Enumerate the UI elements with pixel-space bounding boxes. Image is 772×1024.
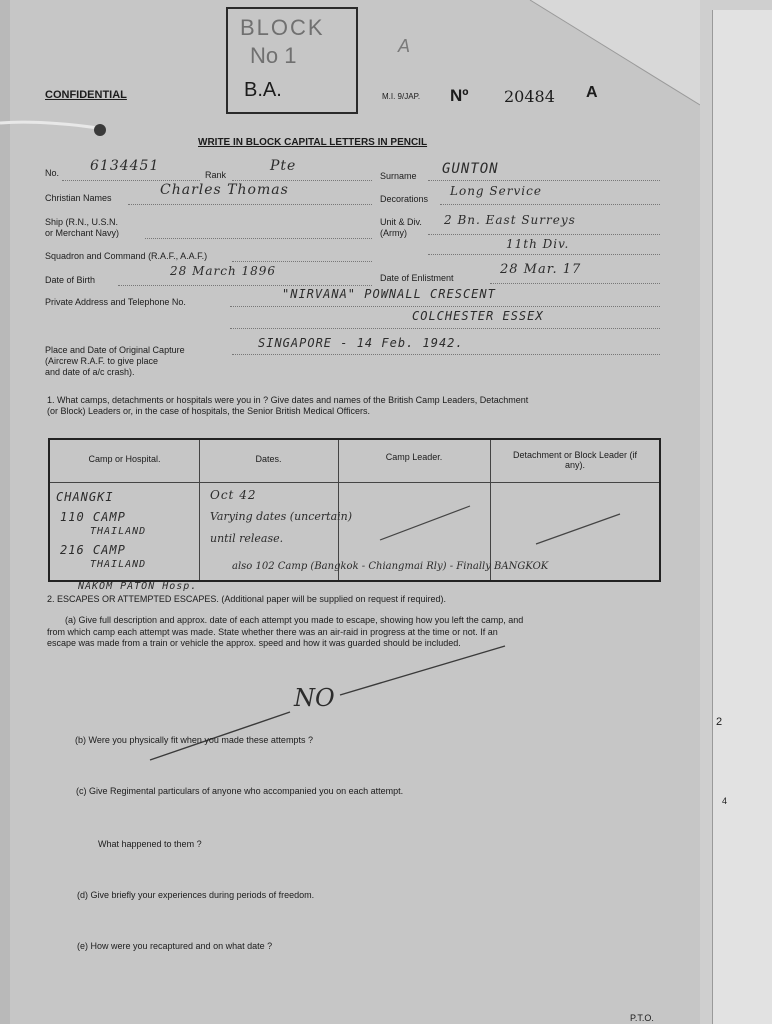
value-unit-2: 11th Div. <box>506 237 570 251</box>
rule-no <box>62 180 200 181</box>
camp-entry-3: THAILAND <box>90 526 147 537</box>
q1-line1: 1. What camps, detachments or hospitals were you in ? Give dates and names of the British Camp Leaders, Detachment <box>47 395 529 405</box>
q2c: (c) Give Regimental particulars of anyone who accompanied you on each attempt. <box>76 786 404 796</box>
q2d: (d) Give briefly your experiences during periods of freedom. <box>77 890 315 900</box>
stamp-line2: No 1 <box>250 43 297 68</box>
label-decorations: Decorations <box>380 194 429 204</box>
rule-dob <box>118 285 372 286</box>
camp-entry-2: 110 CAMP <box>60 510 126 524</box>
form-number: 20484 <box>504 87 555 106</box>
th-camp-leader: Camp Leader. <box>385 452 443 462</box>
value-christian-names: Charles Thomas <box>160 182 289 198</box>
q2a-answer: NO <box>294 684 335 712</box>
label-unit-2: (Army) <box>380 228 407 238</box>
label-enlistment: Date of Enlistment <box>380 273 454 283</box>
form-suffix: A <box>586 84 598 101</box>
value-dob: 28 March 1896 <box>170 264 277 278</box>
rule-ship <box>145 238 372 239</box>
label-christian-names: Christian Names <box>45 193 112 203</box>
margin-mark-1: 2 <box>716 716 723 728</box>
classification: CONFIDENTIAL <box>45 89 127 101</box>
rule-unit-2 <box>428 254 660 255</box>
pto: P.T.O. <box>630 1013 654 1023</box>
answer-strike-line <box>140 640 540 770</box>
value-surname: GUNTON <box>442 161 499 177</box>
rule-address-1 <box>230 306 660 307</box>
rule-capture <box>232 354 660 355</box>
value-capture: SINGAPORE - 14 Feb. 1942. <box>258 336 464 350</box>
q2e: (e) How were you recaptured and on what date ? <box>77 941 273 951</box>
label-ship-1: Ship (R.N., U.S.N. <box>45 217 119 227</box>
date-entry-2: Varying dates (uncertain) <box>210 510 353 523</box>
rule-decorations <box>440 204 660 205</box>
th-detachment-leader: Detachment or Block Leader (if any). <box>512 450 638 470</box>
q2a-line2: from which camp each attempt was made. State whether there was an air-raid in progress at the time or not. If an <box>47 627 498 637</box>
label-address: Private Address and Telephone No. <box>45 297 186 307</box>
value-address-1: "NIRVANA" POWNALL CRESCENT <box>282 287 496 301</box>
number-label: Nº <box>450 86 469 105</box>
q2a-line3: escape was made from a train or vehicle the approx. speed and how it was guarded should be included. <box>47 638 461 648</box>
label-capture-3: and date of a/c crash). <box>45 367 135 377</box>
rule-squadron <box>232 261 372 262</box>
table-overflow-left: NAKOM PATON Hosp. <box>78 581 198 592</box>
q2c-sub: What happened to them ? <box>98 839 202 849</box>
label-no: No. <box>45 168 60 178</box>
camp-entry-5: THAILAND <box>90 559 147 570</box>
value-unit-1: 2 Bn. East Surreys <box>444 213 576 227</box>
stamp-ba: B.A. <box>244 79 282 101</box>
rule-unit-1 <box>428 234 660 235</box>
date-entry-1: Oct 42 <box>210 488 257 502</box>
rule-enlistment <box>490 283 660 284</box>
tag-string <box>0 118 120 138</box>
camp-entry-1: CHANGKI <box>56 490 114 504</box>
rule-rank <box>232 180 372 181</box>
value-rank: Pte <box>270 158 297 174</box>
margin-mark-2: 4 <box>722 796 728 806</box>
value-address-2: COLCHESTER ESSEX <box>412 309 544 323</box>
camp-entry-4: 216 CAMP <box>60 543 126 557</box>
rule-address-2 <box>230 328 660 329</box>
label-ship-2: or Merchant Navy) <box>45 228 120 238</box>
stamp-line1: BLOCK <box>240 15 325 40</box>
rule-surname <box>428 180 660 181</box>
instructions: WRITE IN BLOCK CAPITAL LETTERS IN PENCIL <box>198 137 428 148</box>
label-capture-2: (Aircrew R.A.F. to give place <box>45 356 159 366</box>
background-sheet-inner <box>712 10 772 1024</box>
label-unit-1: Unit & Div. <box>380 217 422 227</box>
label-capture-1: Place and Date of Original Capture <box>45 345 185 355</box>
label-dob: Date of Birth <box>45 275 96 285</box>
form-ref: M.I. 9/JAP. <box>382 92 421 101</box>
value-decorations: Long Service <box>450 184 542 198</box>
th-camp: Camp or Hospital. <box>88 454 161 464</box>
faint-stamp-mark: A <box>398 36 411 56</box>
q2-title: 2. ESCAPES OR ATTEMPTED ESCAPES. (Additional paper will be supplied on request if required). <box>47 594 447 604</box>
q2b: (b) Were you physically fit when you made these attempts ? <box>75 735 313 745</box>
q1-line2: (or Block) Leaders or, in the case of hospitals, the Senior British Medical Officers. <box>47 406 370 416</box>
q2a-line1: (a) Give full description and approx. date of each attempt you made to escape, showing how you left the camp, and <box>65 615 524 625</box>
value-enlistment: 28 Mar. 17 <box>500 262 582 277</box>
rule-christian-names <box>128 204 372 205</box>
table-overflow-right: also 102 Camp (Bangkok - Chiangmai Rly) - Finally BANGKOK <box>232 561 549 572</box>
value-no: 6134451 <box>90 158 160 174</box>
date-entry-3: until release. <box>210 532 284 545</box>
label-rank: Rank <box>205 170 227 180</box>
label-squadron: Squadron and Command (R.A.F., A.A.F.) <box>45 251 208 261</box>
label-surname: Surname <box>380 171 417 181</box>
th-dates: Dates. <box>255 454 282 464</box>
